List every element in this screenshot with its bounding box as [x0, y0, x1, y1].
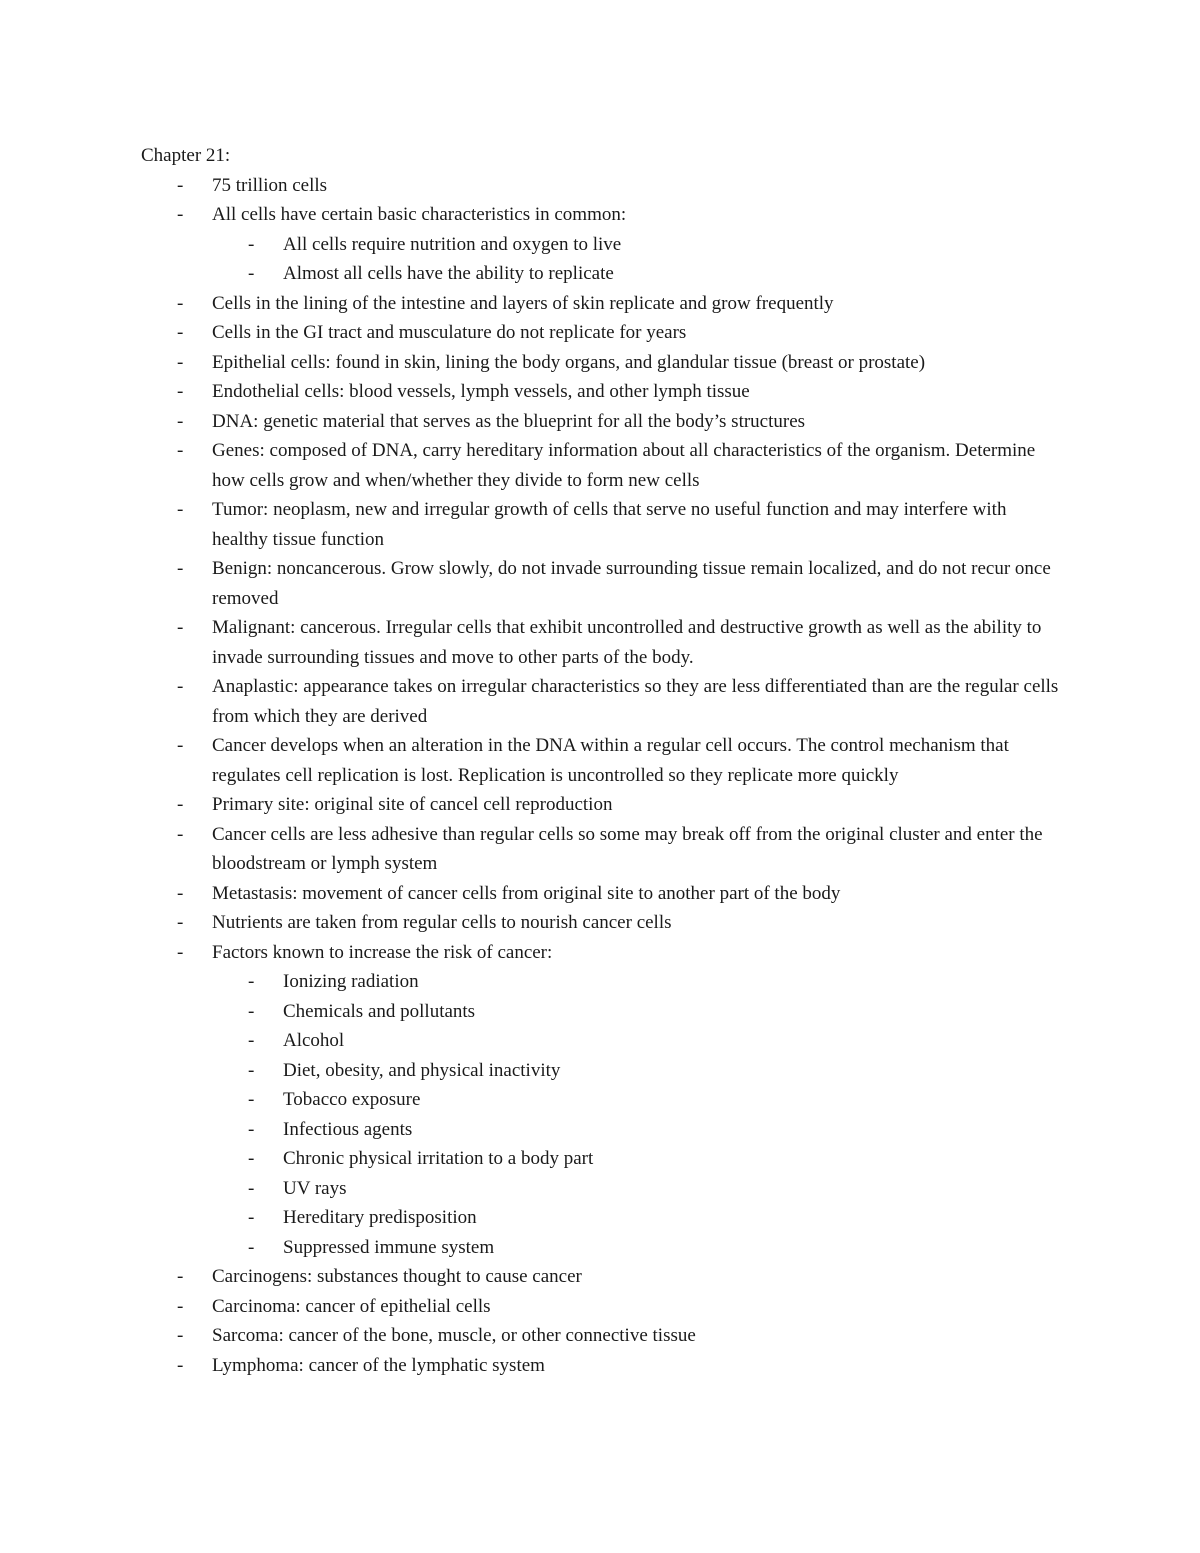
list-item-text: Cells in the GI tract and musculature do not replicate for years [212, 322, 687, 343]
list-item-text: Carcinogens: substances thought to cause cancer [212, 1266, 582, 1287]
sub-list-item-text: Diet, obesity, and physical inactivity [283, 1059, 561, 1081]
dash-bullet-icon: - [177, 499, 184, 520]
page-title: Chapter 21: [141, 145, 231, 166]
list-item [141, 1351, 1061, 1381]
dash-bullet-icon: - [177, 558, 184, 579]
list-item-text: Factors known to increase the risk of cancer: [212, 941, 553, 963]
list-item [141, 1292, 1061, 1322]
sub-list-item [212, 1233, 1061, 1263]
dash-bullet-icon: - [177, 823, 184, 845]
list-item-text: Metastasis: movement of cancer cells from original site to another part of the body [212, 882, 841, 904]
sub-list-item [212, 1056, 1061, 1086]
dash-bullet-icon: - [248, 1030, 255, 1051]
dash-bullet-icon: - [177, 735, 184, 756]
list-item [141, 820, 1061, 879]
bullet-list [141, 171, 1061, 1381]
document-content [141, 141, 1061, 1380]
dash-bullet-icon: - [177, 174, 184, 196]
dash-bullet-icon: - [248, 1236, 255, 1258]
dash-bullet-icon: - [177, 292, 184, 314]
list-item-text: Anaplastic: appearance takes on irregular characteristics so they are less differentiated than are the regular cells from which they are derived [212, 676, 1059, 727]
sub-bullet-list [212, 230, 1061, 289]
dash-bullet-icon: - [177, 941, 184, 963]
sub-list-item-text: Hereditary predisposition [283, 1207, 477, 1228]
list-item-text: 75 trillion cells [212, 174, 328, 196]
list-item [141, 318, 1061, 348]
list-item [141, 554, 1061, 613]
dash-bullet-icon: - [177, 351, 184, 373]
dash-bullet-icon: - [248, 1177, 255, 1199]
list-item [141, 790, 1061, 820]
list-item [141, 1321, 1061, 1351]
list-item-text: Benign: noncancerous. Grow slowly, do not invade surrounding tissue remain localized, and do not recur once removed [212, 558, 1051, 609]
dash-bullet-icon: - [248, 233, 255, 255]
list-item [141, 436, 1061, 495]
dash-bullet-icon: - [177, 440, 184, 461]
list-item-text: Sarcoma: cancer of the bone, muscle, or other connective tissue [212, 1325, 696, 1346]
sub-list-item [212, 230, 1061, 260]
list-item [141, 377, 1061, 407]
list-item-text: Primary site: original site of cancel cell reproduction [212, 794, 613, 815]
list-item-text: Epithelial cells: found in skin, lining the body organs, and glandular tissue (breast or prostate) [212, 351, 926, 373]
list-item-text: Cells in the lining of the intestine and layers of skin replicate and grow frequently [212, 292, 834, 314]
dash-bullet-icon: - [177, 1266, 184, 1287]
list-item [141, 938, 1061, 1263]
sub-list-item-text: Ionizing radiation [283, 971, 419, 992]
sub-list-item [212, 997, 1061, 1027]
sub-list-item-text: Suppressed immune system [283, 1236, 495, 1258]
sub-list-item [212, 1144, 1061, 1174]
dash-bullet-icon: - [177, 322, 184, 343]
list-item-text: Nutrients are taken from regular cells to nourish cancer cells [212, 912, 672, 933]
sub-list-item-text: Chronic physical irritation to a body part [283, 1148, 594, 1169]
dash-bullet-icon: - [177, 676, 184, 697]
dash-bullet-icon: - [248, 1059, 255, 1081]
list-item [141, 908, 1061, 938]
list-item [141, 879, 1061, 909]
list-item-text: Tumor: neoplasm, new and irregular growth of cells that serve no useful function and may interfere with healthy tissue function [212, 499, 1007, 550]
list-item-text: Endothelial cells: blood vessels, lymph vessels, and other lymph tissue [212, 381, 750, 402]
list-item [141, 613, 1061, 672]
dash-bullet-icon: - [177, 1295, 184, 1317]
dash-bullet-icon: - [177, 912, 184, 933]
list-item [141, 495, 1061, 554]
list-item [141, 171, 1061, 201]
sub-list-item [212, 1115, 1061, 1145]
dash-bullet-icon: - [248, 1148, 255, 1169]
list-item-text: DNA: genetic material that serves as the blueprint for all the body’s structures [212, 410, 806, 432]
dash-bullet-icon: - [177, 794, 184, 815]
dash-bullet-icon: - [248, 263, 255, 284]
sub-list-item-text: All cells require nutrition and oxygen to live [283, 233, 622, 255]
sub-list-item-text: Infectious agents [283, 1118, 413, 1140]
dash-bullet-icon: - [177, 882, 184, 904]
list-item-text: Cancer cells are less adhesive than regular cells so some may break off from the original cluster and enter the bloodstream or lymph system [212, 823, 1043, 874]
list-item-text: Malignant: cancerous. Irregular cells that exhibit uncontrolled and destructive growth as well as the ability to invade surrounding tissues and move to other parts of the body. [212, 617, 1042, 668]
list-item-text: All cells have certain basic characteristics in common: [212, 204, 627, 225]
sub-list-item-text: UV rays [283, 1177, 347, 1199]
sub-list-item-text: Chemicals and pollutants [283, 1000, 476, 1022]
list-item [141, 200, 1061, 289]
list-item [141, 289, 1061, 319]
sub-list-item-text: Almost all cells have the ability to replicate [283, 263, 614, 284]
dash-bullet-icon: - [177, 1354, 184, 1376]
dash-bullet-icon: - [248, 1118, 255, 1140]
sub-list-item [212, 1203, 1061, 1233]
list-item [141, 1262, 1061, 1292]
sub-list-item [212, 259, 1061, 289]
sub-list-item-text: Tobacco exposure [283, 1089, 421, 1110]
list-item-text: Lymphoma: cancer of the lymphatic system [212, 1354, 545, 1376]
sub-list-item-text: Alcohol [283, 1030, 345, 1051]
sub-list-item [212, 1174, 1061, 1204]
dash-bullet-icon: - [248, 1207, 255, 1228]
sub-list-item [212, 1026, 1061, 1056]
dash-bullet-icon: - [248, 971, 255, 992]
dash-bullet-icon: - [177, 617, 184, 638]
list-item-text: Cancer develops when an alteration in the DNA within a regular cell occurs. The control mechanism that regulates cell replication is lost. Replication is uncontrolled so they replicate more quickly [212, 735, 1009, 786]
sub-list-item [212, 1085, 1061, 1115]
list-item [141, 672, 1061, 731]
list-item-text: Genes: composed of DNA, carry hereditary information about all characteristics of the organism. Determine how cells grow and when/whether they divide to form new cells [212, 440, 1036, 491]
dash-bullet-icon: - [177, 204, 184, 225]
dash-bullet-icon: - [177, 1325, 184, 1346]
list-item-text: Carcinoma: cancer of epithelial cells [212, 1295, 491, 1317]
list-item [141, 731, 1061, 790]
list-item [141, 407, 1061, 437]
sub-list-item [212, 967, 1061, 997]
dash-bullet-icon: - [177, 381, 184, 402]
sub-bullet-list [212, 967, 1061, 1262]
dash-bullet-icon: - [177, 410, 184, 432]
dash-bullet-icon: - [248, 1089, 255, 1110]
list-item [141, 348, 1061, 378]
dash-bullet-icon: - [248, 1000, 255, 1022]
